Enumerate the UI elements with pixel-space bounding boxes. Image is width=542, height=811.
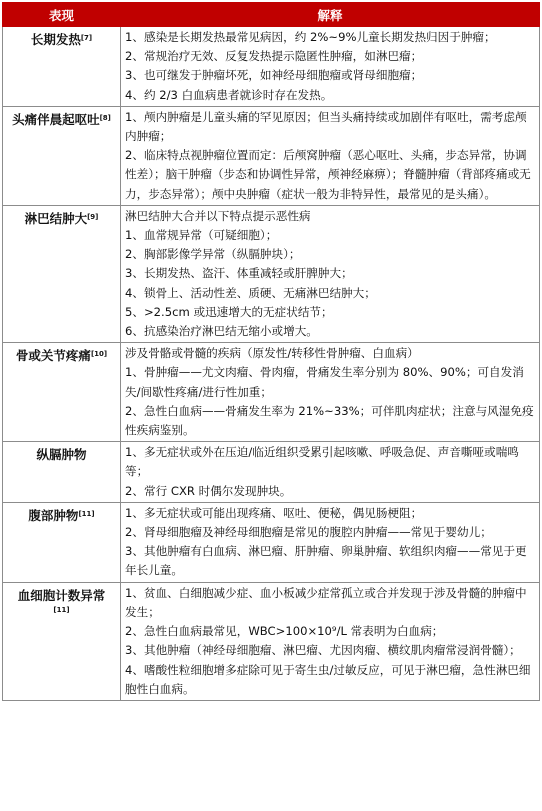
- explanation-line: 3、长期发热、盗汗、体重减轻或肝脾肿大；: [125, 266, 353, 281]
- citation-ref: [10]: [90, 350, 108, 359]
- explanation-line: 1、骨肿瘤——尤文肉瘤、骨肉瘤，骨痛发生率分别为 80%、90%；可自发消失/间歇性疼痛/进行性加重；: [125, 365, 524, 399]
- explanation-line: 2、急性白血病——骨痛发生率为 21%~33%；可伴肌肉症状；注意与风湿免疫性疾病鉴别。: [125, 403, 534, 438]
- row-label-cell: [3, 27, 121, 107]
- row-explanation-cell: [121, 106, 540, 205]
- citation-ref: [9]: [87, 212, 99, 221]
- explanation-line: 1、颅内肿瘤是儿童头痛的罕见原因；但当头痛持续或加剧伴有呕吐，需考虑颅内肿瘤；: [125, 109, 527, 144]
- explanation-line: 6、抗感染治疗淋巴结无缩小或增大。: [125, 324, 318, 339]
- explanation-line: 3、其他肿瘤有白血病、淋巴瘤、肝肿瘤、卵巢肿瘤、软组织肉瘤——常见于更年长儿童。: [125, 544, 527, 578]
- explanation-line: 涉及骨骼或骨髓的疾病（原发性/转移性骨肿瘤、白血病）: [125, 346, 419, 361]
- citation-ref: [8]: [99, 113, 111, 122]
- row-explanation-cell: [121, 343, 540, 442]
- table-row: [3, 582, 540, 700]
- row-label: 淋巴结肿大: [24, 210, 88, 226]
- explanation-line: 3、其他肿瘤（神经母细胞瘤、淋巴瘤、尤因肉瘤、横纹肌肉瘤常浸润骨髓）；: [125, 643, 521, 658]
- explanation-line: 1、感染是长期发热最常见病因，约 2%~9%儿童长期发热归因于肿瘤；: [125, 30, 496, 44]
- explanation-line: 1、多无症状或可能出现疼痛、呕吐、便秘，偶见肠梗阻；: [125, 505, 423, 520]
- row-explanation-cell: [121, 442, 540, 503]
- row-label-cell: [3, 582, 121, 700]
- row-label-cell: [3, 343, 121, 442]
- row-label-cell: [3, 106, 121, 205]
- table-row: [3, 502, 540, 582]
- row-explanation-cell: [121, 27, 540, 107]
- explanation-line: 2、临床特点视肿瘤位置而定：后颅窝肿瘤（恶心呕吐、头痛，步态异常，协调性差）；脑干肿瘤（步态和协调性异常，颅神经麻痹）；脊髓肿瘤（背部疼痛或无力，步态异常）；颅中央肿瘤（症状一般为非特异性，最常见的是头痛）。: [125, 148, 531, 201]
- row-label-cell: [3, 442, 121, 503]
- row-explanation-cell: [121, 205, 540, 342]
- explanation-line: 4、嗜酸性粒细胞增多症除可见于寄生虫/过敏反应，可见于淋巴瘤，急性淋巴细胞性白血病。: [125, 662, 531, 696]
- row-label: 血细胞计数异常: [17, 587, 106, 603]
- explanation-line: 1、血常规异常（可疑细胞）；: [125, 228, 278, 243]
- row-label: 腹部肿物: [28, 507, 79, 523]
- explanation-line: 2、急性白血病最常见，WBC>100×10⁹/L 常表明为白血病；: [125, 624, 444, 639]
- table-header-row: [3, 3, 540, 27]
- row-label: 长期发热: [30, 32, 81, 47]
- explanation-line: 2、胸部影像学异常（纵膈肿块）；: [125, 247, 301, 262]
- explanation-line: 1、多无症状或外在压迫/临近组织受累引起咳嗽、呼吸急促、声音嘶哑或喘鸣等；: [125, 445, 519, 479]
- citation-ref: [7]: [80, 34, 93, 42]
- header-explanation: 解释: [121, 3, 540, 27]
- row-label-cell: [3, 205, 121, 342]
- table-row: [3, 343, 540, 442]
- row-explanation-cell: [121, 502, 540, 582]
- citation-ref: [11]: [78, 509, 95, 518]
- header-presentation: 表现: [3, 3, 121, 27]
- explanation-line: 2、常行 CXR 时偶尔发现肿块。: [125, 483, 292, 498]
- citation-ref: [11]: [53, 605, 70, 614]
- table-row: [3, 442, 540, 503]
- explanation-line: 2、肾母细胞瘤及神经母细胞瘤是常见的腹腔内肿瘤——常见于婴幼儿；: [125, 525, 492, 540]
- row-label: 头痛伴晨起呕吐: [12, 111, 100, 127]
- row-label: 骨或关节疼痛: [15, 348, 91, 364]
- explanation-line: 4、约 2/3 白血病患者就诊时存在发热。: [125, 87, 333, 102]
- explanation-line: 2、常规治疗无效、反复发热提示隐匿性肿瘤，如淋巴瘤；: [125, 49, 423, 64]
- explanation-line: 1、贫血、白细胞减少症、血小板减少症常孤立或合并发现于涉及骨髓的肿瘤中发生；: [125, 585, 527, 619]
- row-label: 纵膈肿物: [36, 447, 87, 463]
- row-label-cell: [3, 502, 121, 582]
- explanation-line: 4、锁骨上、活动性差、质硬、无痛淋巴结肿大；: [125, 285, 376, 300]
- row-explanation-cell: [121, 582, 540, 700]
- table-row: [3, 205, 540, 342]
- table-row: [3, 27, 540, 107]
- explanation-line: 淋巴结肿大合并以下特点提示恶性病: [125, 208, 311, 223]
- explanation-line: 5、>2.5cm 或迅速增大的无症状结节；: [125, 304, 333, 319]
- tumor-symptoms-table: [2, 2, 540, 701]
- table-row: [3, 106, 540, 205]
- explanation-line: 3、也可继发于肿瘤坏死，如神经母细胞瘤或肾母细胞瘤；: [125, 68, 423, 83]
